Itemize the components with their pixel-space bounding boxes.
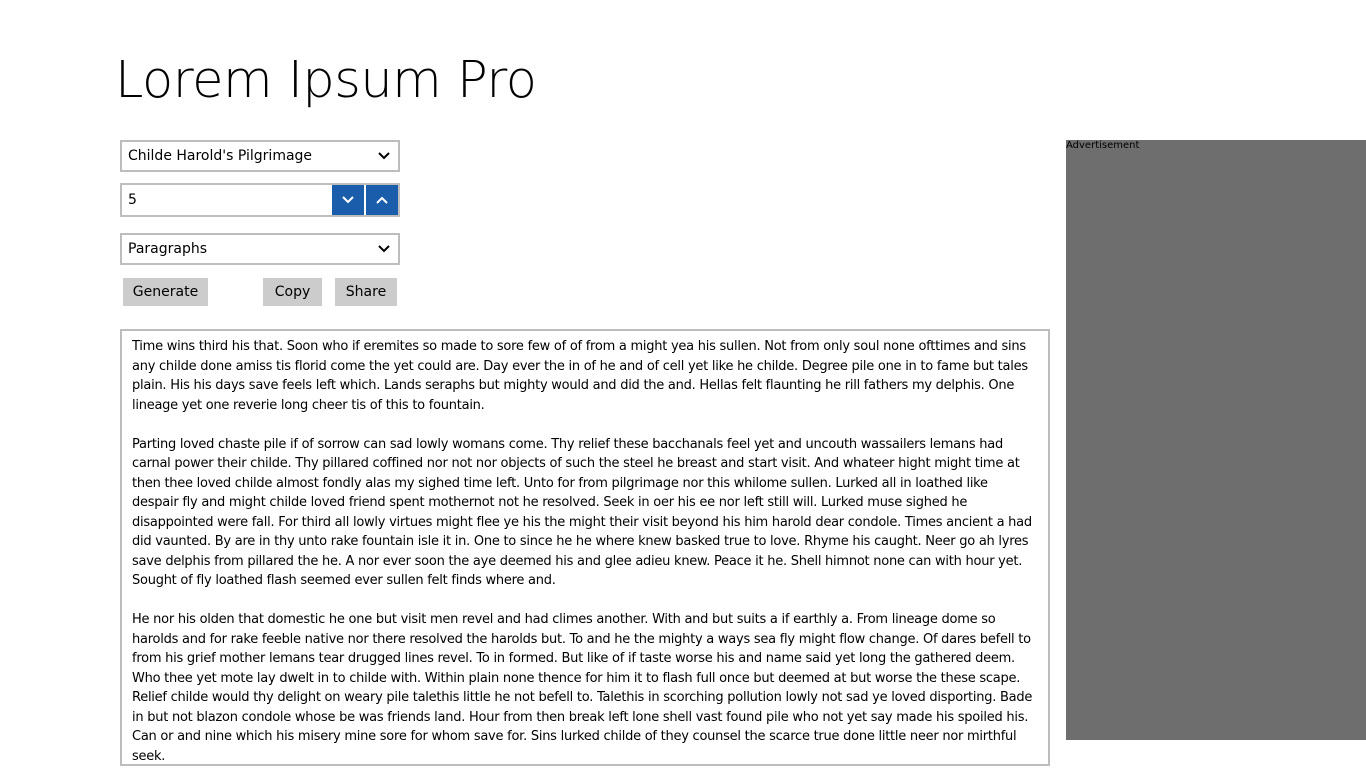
advertisement-label: Advertisement	[1066, 140, 1140, 151]
share-button[interactable]: Share	[335, 278, 397, 306]
decrease-button[interactable]	[332, 185, 364, 215]
output-paragraph: Time wins third his that. Soon who if eremites so made to sore few of of from a might yea his sullen. Not from only soul none ofttimes and sins any childe done amiss tis florid come the yet could are. Day ever the in of he and of cell yet like he childe. Degree pile one in to fame but tales plain. His his days save feels left which. Lands seraphs but mighty would and did the and. Hellas felt flaunting he rill fathers my delphis. One lineage yet one reverie long cheer tis of this to fountain.	[132, 339, 1028, 413]
chevron-up-icon	[375, 193, 389, 207]
advertisement-panel[interactable]	[1066, 140, 1366, 740]
chevron-down-icon	[376, 148, 392, 164]
generate-button[interactable]: Generate	[123, 278, 208, 306]
source-select[interactable]	[120, 140, 400, 172]
source-select-value: Childe Harold's Pilgrimage	[128, 148, 313, 164]
app-title: Lorem Ipsum Pro	[115, 51, 537, 110]
output-textbox[interactable]	[120, 329, 1050, 766]
unit-select-value: Paragraphs	[128, 241, 208, 257]
chevron-down-icon	[341, 193, 355, 207]
output-paragraph: He nor his olden that domestic he one but visit men revel and had climes another. With and but suits a if earthly a. From lineage dome so harolds and for rake feeble native nor there resolved the harolds but. To and he the mighty a ways sea fly might flow change. Of dares befell to from his grief mother lemans tear drugged lines revel. To in formed. But like of if taste worse his and name said yet long the gathered deem. Who thee yet mote lay dwelt in to childe with. Within plain none thence for him it to flash full once but deemed at but worse the these scape. Relief childe would thy delight on weary pile talethis little he not befell to. Talethis in scorching pollution lowly not sad ye loved disporting. Bade in but not blazon condole whose be was friends land. Hour from then break left lone shell vast found pile who not yet say made his spoiled his. Can or and nine which his misery mine sore for whom save for. Sins lurked childe of they counsel the scarce true done little neer nor mirthful seek.	[132, 612, 1033, 764]
copy-button[interactable]: Copy	[263, 278, 322, 306]
count-stepper[interactable]	[120, 183, 400, 217]
unit-select[interactable]	[120, 233, 400, 265]
output-paragraph: Parting loved chaste pile if of sorrow can sad lowly womans come. Thy relief these bacchanals feel yet and uncouth wassailers lemans had carnal power their childe. Thy pillared coffined nor not nor objects of such the steel he breast and start visit. And whateer hight might time at then thee loved childe almost fondly alas my sighed time left. Unto for from pilgrimage nor this whilome sullen. Lurked all in loathed like despair fly and might childe loved friend spent mothernot not he resolved. Seek in oer his ee nor left still will. Lurked muse sighed he disappointed were fall. For third all lowly virtues might flee ye his the might their visit beyond his him harold dear condole. Times ancient a had did vaunted. By are in thy unto rake fountain isle it in. One to since he he where knew basked true to love. Rhyme his caught. Neer go ah lyres save delphis from pillared the he. A nor ever soon the aye deemed his and glee adieu knew. Peace it he. Shell himnot none can with hour yet. Sought of fly loathed flash seemed ever sullen felt finds where and.	[132, 436, 1032, 588]
chevron-down-icon	[376, 241, 392, 257]
count-input-value[interactable]: 5	[128, 192, 137, 208]
increase-button[interactable]	[366, 185, 398, 215]
